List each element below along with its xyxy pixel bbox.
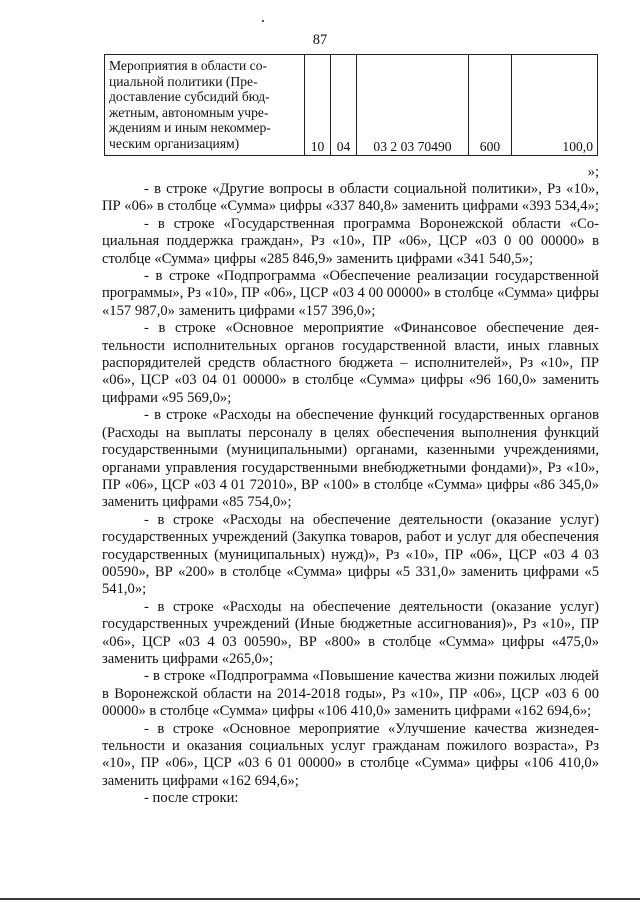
table-cell-sum: 100,0 [512, 55, 598, 156]
amendment-paragraph: - в строке «Расходы на обеспечение функций государственных органов (Расходы на выплаты персоналу в целях обеспечения выполнения функций государственными (муниципальными) органами, казенными учреждениями, органами управления государственными внебюджетными фондами)», Рз «10», ПР «06», ЦСР «03 4 01 72010», ВР «100» в столбце «Сумма» цифры «86 345,0» заменить цифрами «85 754,0»; [102, 407, 599, 511]
budget-table [104, 54, 598, 156]
amendment-text [102, 164, 599, 808]
amendment-paragraph: - в строке «Государственная программа Воронежской области «Социальная поддержка граждан», Рз «10», ПР «06», ЦСР «03 0 00 00000» в столбце «Сумма» цифры «285 846,9» заменить цифрами «341 540,5»; [102, 215, 599, 267]
amendment-paragraph: - в строке «Другие вопросы в области социальной политики», Рз «10», ПР «06» в столбце «Сумма» цифры «337 840,8» заменить цифрами «393 534,4»; [102, 181, 599, 215]
amendment-paragraph: - после строки: [144, 790, 239, 807]
table-row [105, 55, 598, 156]
amendment-paragraph: - в строке «Подпрограмма «Обеспечение реализации государственной программы», Рз «10», ПР «06», ЦСР «03 4 00 00000» в столбце «Сумма» цифры «157 987,0» заменить цифрами «157 396,0»; [102, 268, 599, 319]
table-cell-name: Мероприятия в области социальной политики (Предоставление субсидий бюджетным, автономным учреждениям и иным некоммерческим организациям) [105, 55, 305, 156]
table-cell-pr: 04 [331, 55, 357, 156]
amendment-paragraph: - в строке «Основное мероприятие «Финансовое обеспечение деятельности исполнительных органов государственной власти, иных главных распорядителей средств областного бюджета – исполнителей», Рз «10», ПР «06», ЦСР «03 04 01 00000» в столбце «Сумма» цифры «96 160,0» заменить цифрами «95 569,0»; [102, 320, 599, 406]
table-cell-rz: 10 [305, 55, 331, 156]
table-cell-csr: 03 2 03 70490 [357, 55, 469, 156]
quote-end-mark: »; [587, 164, 599, 180]
table-cell-vr: 600 [469, 55, 512, 156]
amendment-paragraph: - в строке «Основное мероприятие «Улучшение качества жизнедеятельности и оказания социальных услуг гражданам пожилого возраста», Рз «10», ПР «06», ЦСР «03 6 01 00000» в столбце «Сумма» цифры «106 410,0» заменить цифрами «162 694,6»; [102, 720, 599, 789]
amendment-paragraph: - в строке «Расходы на обеспечение деятельности (оказание услуг) государственных учреждений (Иные бюджетные ассигнования)», Рз «10», ПР «06», ЦСР «03 4 03 00590», ВР «800» в столбце «Сумма» цифры «475,0» заменить цифрами «265,0»; [102, 598, 599, 667]
page-number: 87 [312, 32, 328, 48]
amendment-paragraph: - в строке «Расходы на обеспечение деятельности (оказание услуг) государственных учреждений (Закупка товаров, работ и услуг для обеспечения государственных (муниципальных) нужд)», Рз «10», ПР «06», ЦСР «03 4 03 00590», ВР «200» в столбце «Сумма» цифры «5 331,0» заменить цифрами «5 541,0»; [102, 511, 599, 598]
amendment-paragraph: - в строке «Подпрограмма «Повышение качества жизни пожилых людей в Воронежской области на 2014-2018 годы», Рз «10», ПР «06», ЦСР «03 6 00 00000» в столбце «Сумма» цифры «106 410,0» заменить цифрами «162 694,6»; [102, 668, 599, 720]
scan-artifact-dot [262, 20, 264, 22]
scan-bottom-edge [0, 898, 640, 900]
